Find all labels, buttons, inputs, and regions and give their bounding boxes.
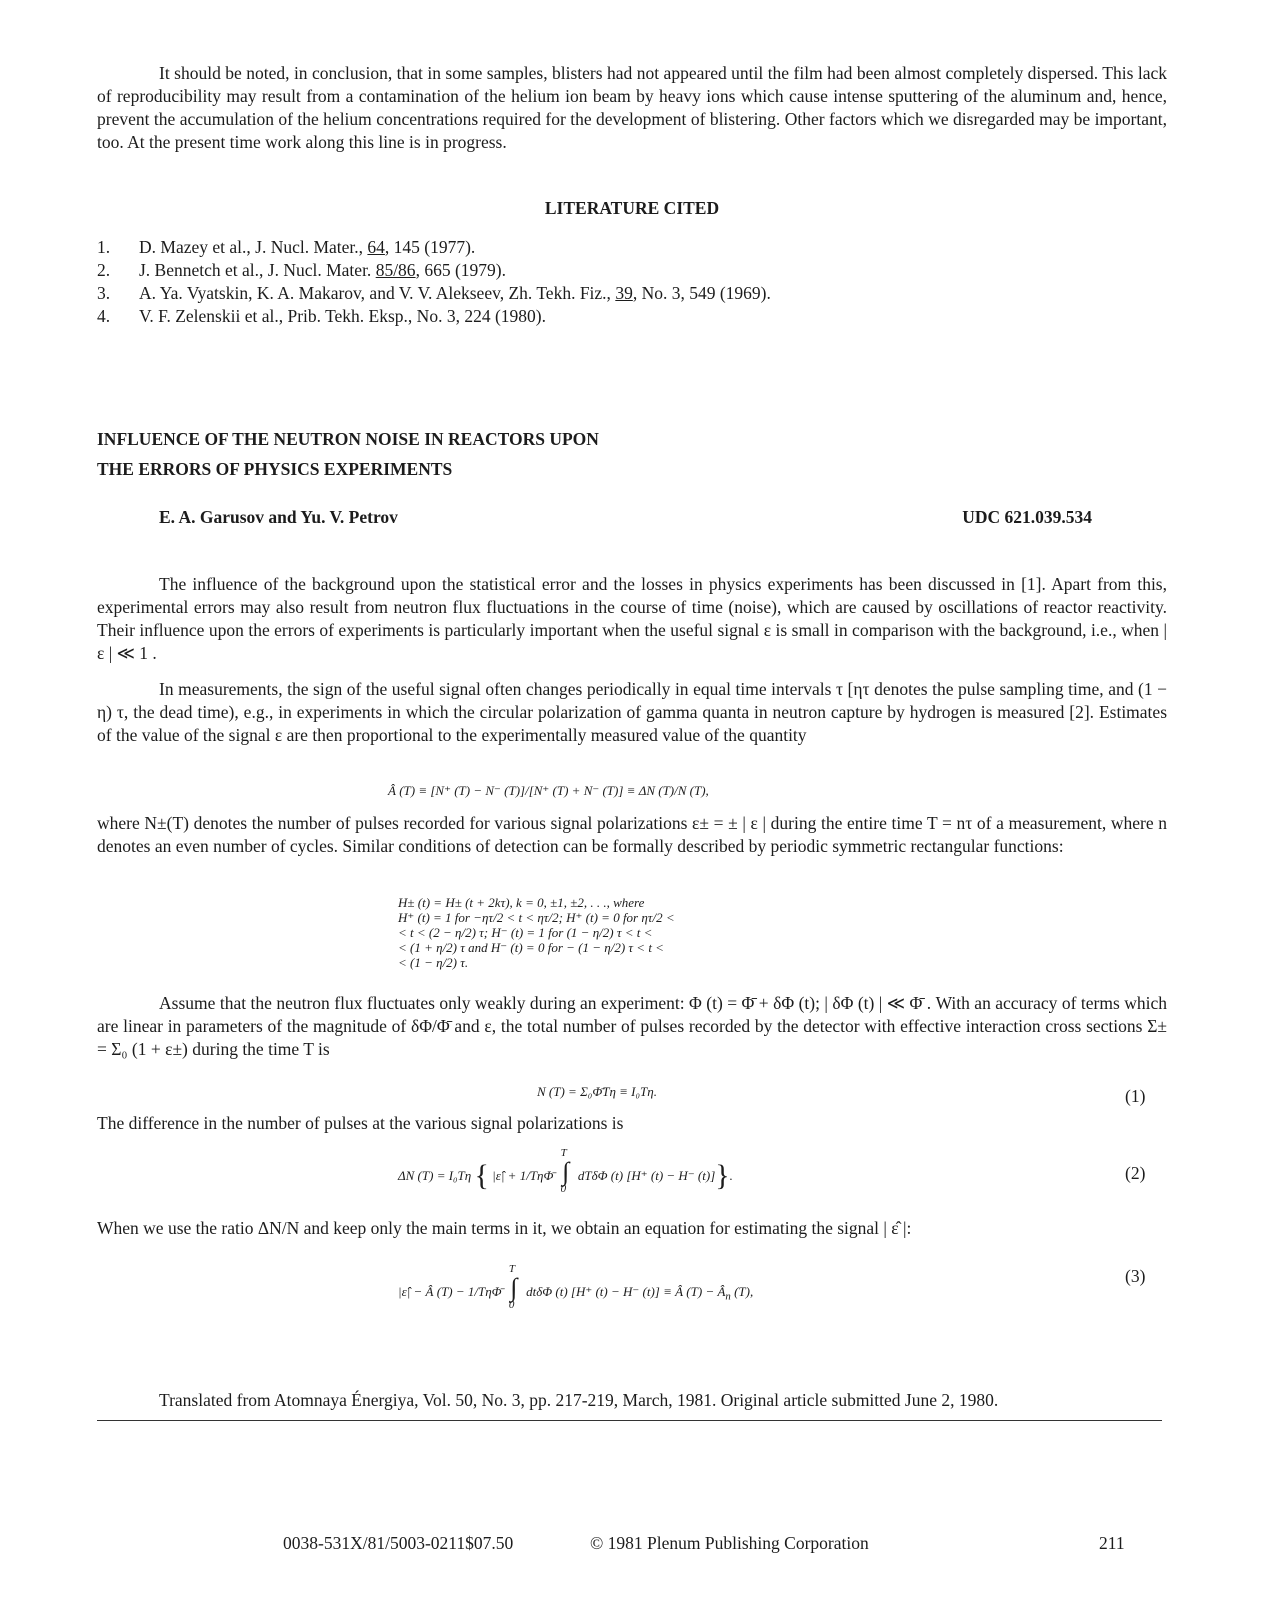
- equation-2: ΔN (T) = I₀Tη { |ε̂| + 1/TηΦ̄ T ∫ 0 dTδΦ (t) [H⁺ (t) − H⁻ (t)]}.: [398, 1147, 733, 1195]
- translation-footnote: Translated from Atomnaya Énergiya, Vol. 50, No. 3, pp. 217-219, March, 1981. Original article submitted June 2, 1980.: [159, 1390, 999, 1410]
- reference-list: [97, 236, 771, 328]
- copyright-notice: © 1981 Plenum Publishing Corporation: [590, 1533, 869, 1553]
- body-paragraph-4: Assume that the neutron flux fluctuates only weakly during an experiment: Φ (t) = Φ̄ + δΦ (t); | δΦ (t) | ≪ Φ̄ . With an accuracy of terms which are linear in parameters of the magnitude of δΦ/Φ̄ and ε, the total number of pulses recorded by the detector with effective interaction cross sections Σ± = Σ₀ (1 + ε±) during the time T is: [97, 993, 1167, 1059]
- equation-1: N (T) = Σ₀Φ̄Tη ≡ I₀Tη.: [537, 1084, 657, 1099]
- body-paragraph-2: In measurements, the sign of the useful signal often changes periodically in equal time intervals τ [ητ denotes the pulse sampling time, and (1 − η) τ, the dead time), e.g., in experiments in which the circular polarization of gamma quanta in neutron capture by hydrogen is measured [2]. Estimates of the value of the signal ε are then proportional to the experimentally measured value of the quantity: [97, 679, 1167, 745]
- intro-paragraph: It should be noted, in conclusion, that in some samples, blisters had not appeared until the film had been almost completely dispersed. This lack of reproducibility may result from a contamination of the helium ion beam by heavy ions which cause intense sputtering of the aluminum and, hence, prevent the accumulation of the helium concentrations required for the development of blistering. Other factors which we disregarded may be important, too. At the present time work along this line is in progress.: [97, 63, 1167, 152]
- reference-item: 3. A. Ya. Vyatskin, K. A. Makarov, and V. V. Alekseev, Zh. Tekh. Fiz., 39, No. 3, 549 (1969).: [97, 283, 771, 303]
- reference-item: 4. V. F. Zelenskii et al., Prib. Tekh. Eksp., No. 3, 224 (1980).: [97, 306, 546, 326]
- body-paragraph-5: The difference in the number of pulses at the various signal polarizations is: [97, 1113, 624, 1133]
- equation-a-hat: Â (T) ≡ [N⁺ (T) − N⁻ (T)]/[N⁺ (T) + N⁻ (T)] ≡ ΔN (T)/N (T),: [388, 783, 709, 798]
- udc-code: UDC 621.039.534: [962, 507, 1092, 527]
- article-title-line1: INFLUENCE OF THE NEUTRON NOISE IN REACTORS UPON: [97, 429, 599, 449]
- equation-1-number: (1): [1125, 1086, 1146, 1106]
- body-paragraph-1: The influence of the background upon the statistical error and the losses in physics experiments has been discussed in [1]. Apart from this, experimental errors may also result from neutron flux fluctuations in the course of time (noise), which are caused by oscillations of reactor reactivity. Their influence upon the errors of experiments is particularly important when the useful signal ε is small in comparison with the background, i.e., when | ε | ≪ 1 .: [97, 574, 1167, 663]
- page-number: 211: [1099, 1533, 1125, 1553]
- footnote-rule: [97, 1420, 1162, 1421]
- literature-heading: LITERATURE CITED: [544, 198, 720, 218]
- reference-item: 1. D. Mazey et al., J. Nucl. Mater., 64, 145 (1977).: [97, 237, 476, 257]
- integral-sign: T ∫ 0: [508, 1263, 518, 1311]
- integral-sign: T ∫ 0: [560, 1147, 570, 1195]
- article-code: 0038-531X/81/5003-0211$07.50: [283, 1533, 514, 1553]
- article-title-line2: THE ERRORS OF PHYSICS EXPERIMENTS: [97, 459, 453, 479]
- h-functions-definition: H± (t) = H± (t + 2kτ), k = 0, ±1, ±2, . . ., where H⁺ (t) = 1 for −ητ/2 < t < ητ/2; H⁺ (t) = 0 for ητ/2 < < t < (2 − η/2) τ; H⁻ (t) = 1 for (1 − η/2) τ < t < < (1 + η/2) τ and H⁻ (t) = 0 for − (1 − η/2) τ < t < < (1 − η/2) τ.: [398, 895, 675, 970]
- body-paragraph-3: where N±(T) denotes the number of pulses recorded for various signal polarizations ε± = ± | ε | during the entire time T = nτ of a measurement, where n denotes an even number of cycles. Similar conditions of detection can be formally described by periodic symmetric rectangular functions:: [97, 813, 1167, 856]
- equation-3: |ε̂| − Â (T) − 1/TηΦ̄ T ∫ 0 dtδΦ (t) [H⁺ (t) − H⁻ (t)] ≡ Â $(T) - Â_n$ (T),: [398, 1263, 754, 1311]
- equation-2-number: (2): [1125, 1163, 1146, 1183]
- body-paragraph-6: When we use the ratio ΔN/N and keep only the main terms in it, we obtain an equation for estimating the signal | ε̂ |:: [97, 1218, 912, 1238]
- equation-3-number: (3): [1125, 1266, 1146, 1286]
- reference-item: 2. J. Bennetch et al., J. Nucl. Mater. 85/86, 665 (1979).: [97, 260, 506, 280]
- authors: E. A. Garusov and Yu. V. Petrov: [159, 507, 398, 527]
